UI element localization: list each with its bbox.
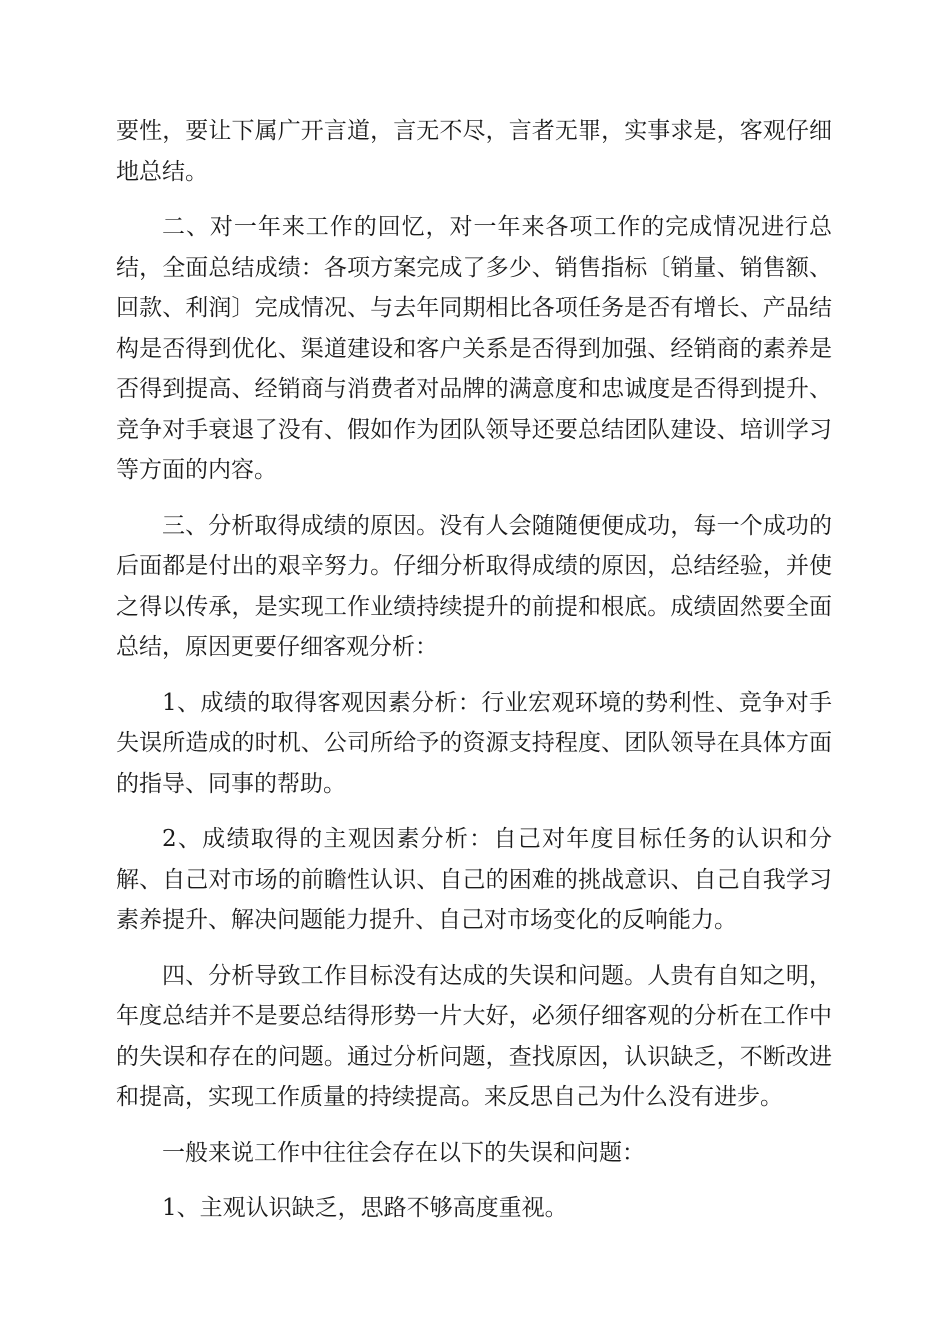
paragraph-section-two: 二、对一年来工作的回忆，对一年来各项工作的完成情况进行总结，全面总结成绩：各项方案完成了多少、销售指标〔销量、销售额、回款、利润〕完成情况、与去年同期相比各项任务是否有增长、产品结构是否得到优化、渠道建设和客户关系是否得到加强、经销商的素养是否得到提高、经销商与消费者对品牌的满意度和忠诚度是否得到提升、竞争对手衰退了没有、假如作为团队领导还要总结团队建设、培训学习等方面的内容。 xyxy=(116,214,832,483)
paragraph-objective-factors: 1、成绩的取得客观因素分析：行业宏观环境的势利性、竞争对手失误所造成的时机、公司所给予的资源支持程度、团队领导在具体方面的指导、同事的帮助。 xyxy=(116,689,832,797)
paragraph-subjective-factors: 2、成绩取得的主观因素分析：自己对年度目标任务的认识和分解、自己对市场的前瞻性认识、自己的困难的挑战意识、自己自我学习素养提升、解决问题能力提升、自己对市场变化的反响能力。 xyxy=(116,826,832,933)
paragraph-section-four: 四、分析导致工作目标没有达成的失误和问题。人贵有自知之明，年度总结并不是要总结得形势一片大好，必须仔细客观的分析在工作中的失误和存在的问题。通过分析问题，查找原因，认识缺乏，不断改进和提高，实现工作质量的持续提高。来反思自己为什么没有进步。 xyxy=(116,962,832,1110)
paragraph-common-problems-intro: 一般来说工作中往往会存在以下的失误和问题： xyxy=(162,1139,645,1166)
document-body xyxy=(116,111,832,1244)
paragraph-section-three: 三、分析取得成绩的原因。没有人会随随便便成功，每一个成功的后面都是付出的艰辛努力。仔细分析取得成绩的原因，总结经验，并使之得以传承，是实现工作业绩持续提升的前提和根底。成绩固然要全面总结，原因更要仔细客观分析： xyxy=(116,512,832,660)
paragraph-problem-one: 1、主观认识缺乏，思路不够高度重视。 xyxy=(162,1195,568,1221)
paragraph-continuation: 要性，要让下属广开言道，言无不尽，言者无罪，实事求是，客观仔细地总结。 xyxy=(116,118,832,185)
